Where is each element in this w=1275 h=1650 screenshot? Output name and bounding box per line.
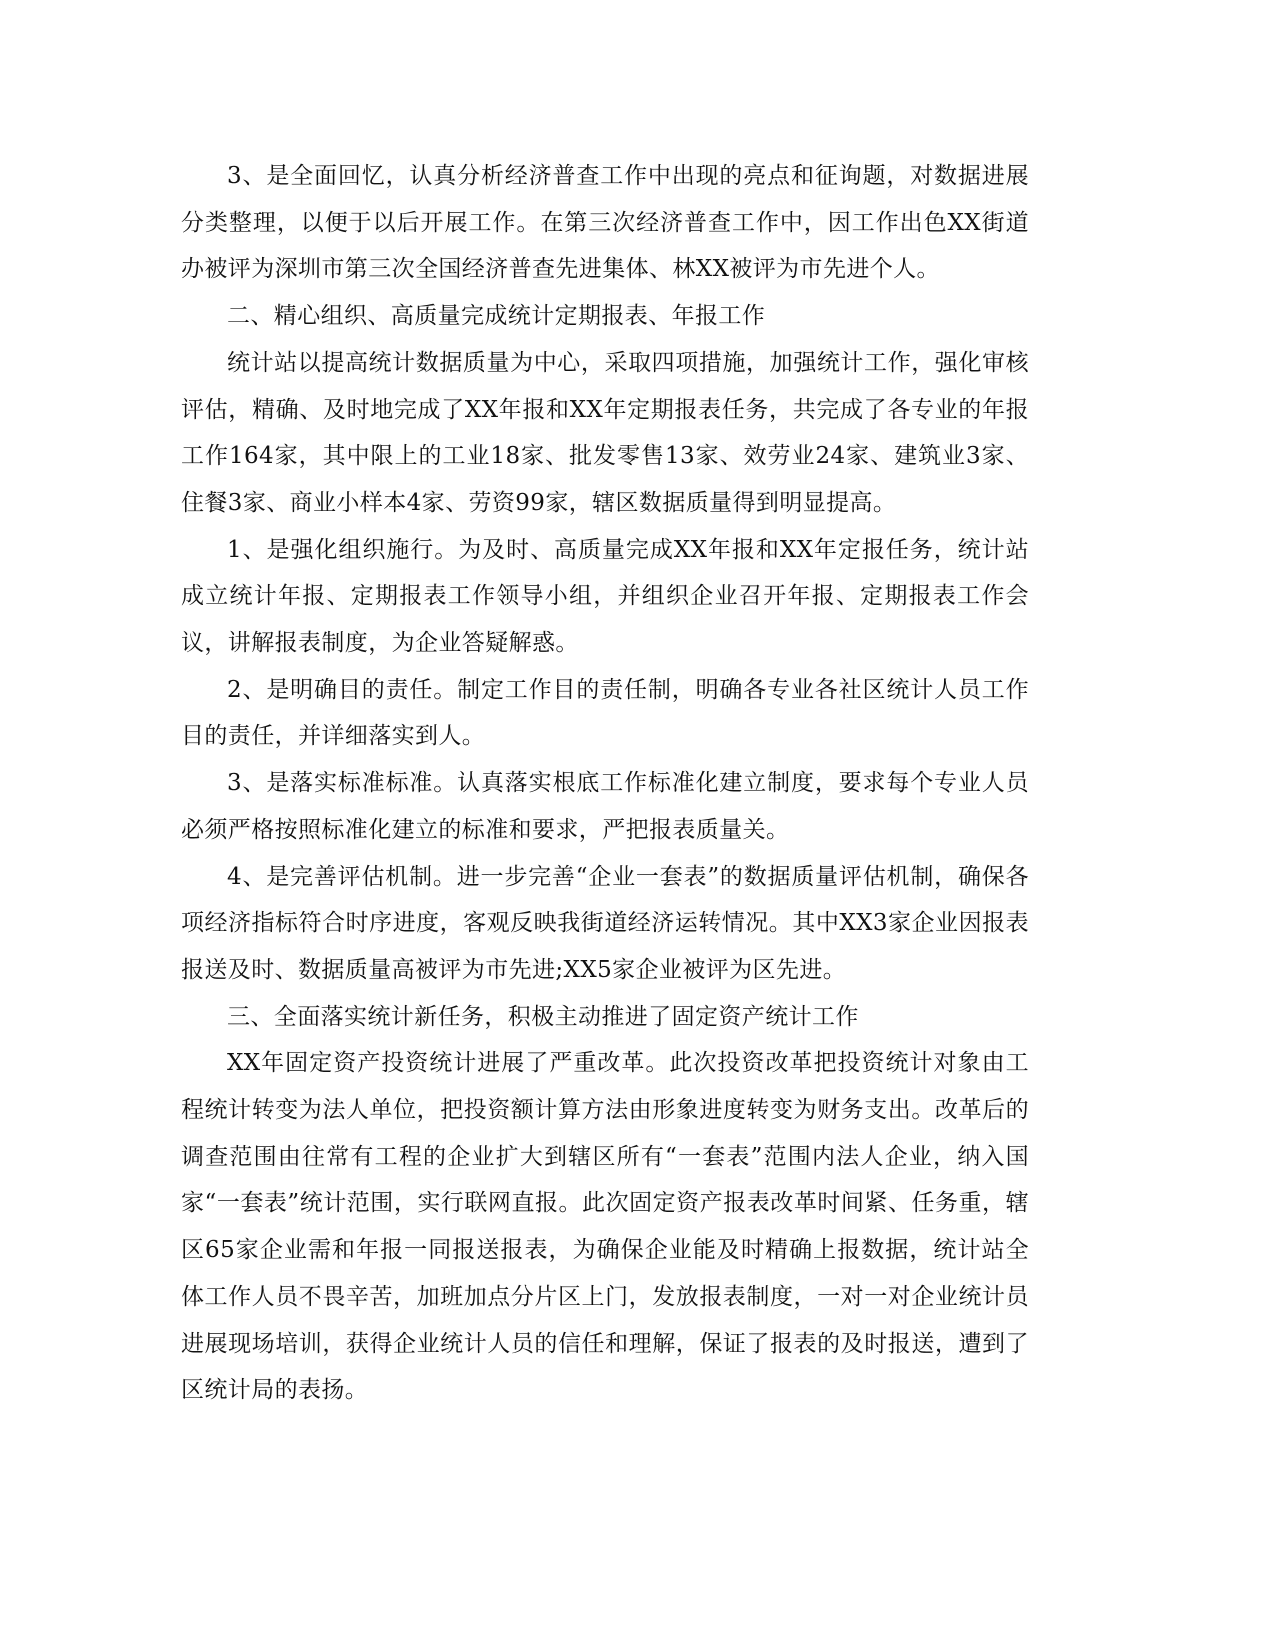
document-page bbox=[181, 153, 1029, 1414]
paragraph-measure-1: 1、是强化组织施行。为及时、高质量完成XX年报和XX年定报任务，统计站成立统计年报、定期报表工作领导小组，并组织企业召开年报、定期报表工作会议，讲解报表制度，为企业答疑解惑。 bbox=[181, 536, 1029, 657]
paragraph-measure-3: 3、是落实标准标准。认真落实根底工作标准化建立制度，要求每个专业人员必须严格按照标准化建立的标准和要求，严把报表质量关。 bbox=[181, 770, 1029, 843]
paragraph-measure-2: 2、是明确目的责任。制定工作目的责任制，明确各专业各社区统计人员工作目的责任，并详细落实到人。 bbox=[181, 676, 1029, 750]
paragraph-economic-census-review: 3、是全面回忆，认真分析经济普查工作中出现的亮点和征询题，对数据进展分类整理，以便于以后开展工作。在第三次经济普查工作中，因工作出色XX街道办被评为深圳市第三次全国经济普查先进集体、林XX被评为市先进个人。 bbox=[181, 163, 1029, 283]
section-heading-2: 二、精心组织、高质量完成统计定期报表、年报工作 bbox=[227, 303, 766, 330]
paragraph-statistics-station-measures: 统计站以提高统计数据质量为中心，采取四项措施，加强统计工作，强化审核评估，精确、及时地完成了XX年报和XX年定期报表任务，共完成了各专业的年报工作164家，其中限上的工业18家、批发零售13家、效劳业24家、建筑业3家、住餐3家、商业小样本4家、劳资99家，辖区数据质量得到明显提高。 bbox=[181, 349, 1029, 516]
paragraph-fixed-asset-reform: XX年固定资产投资统计进展了严重改革。此次投资改革把投资统计对象由工程统计转变为法人单位，把投资额计算方法由形象进度转变为财务支出。改革后的调查范围由往常有工程的企业扩大到辖区所有“一套表”范围内法人企业，纳入国家“一套表”统计范围，实行联网直报。此次固定资产报表改革时间紧、任务重，辖区65家企业需和年报一同报送报表，为确保企业能及时精确上报数据，统计站全体工作人员不畏辛苦，加班加点分片区上门，发放报表制度，一对一对企业统计员进展现场培训，获得企业统计人员的信任和理解，保证了报表的及时报送，遭到了区统计局的表扬。 bbox=[181, 1050, 1029, 1404]
paragraph-measure-4: 4、是完善评估机制。进一步完善“企业一套表”的数据质量评估机制，确保各项经济指标符合时序进度，客观反映我街道经济运转情况。其中XX3家企业因报表报送及时、数据质量高被评为市先进;XX5家企业被评为区先进。 bbox=[181, 863, 1029, 983]
section-heading-3: 三、全面落实统计新任务，积极主动推进了固定资产统计工作 bbox=[227, 1003, 859, 1030]
